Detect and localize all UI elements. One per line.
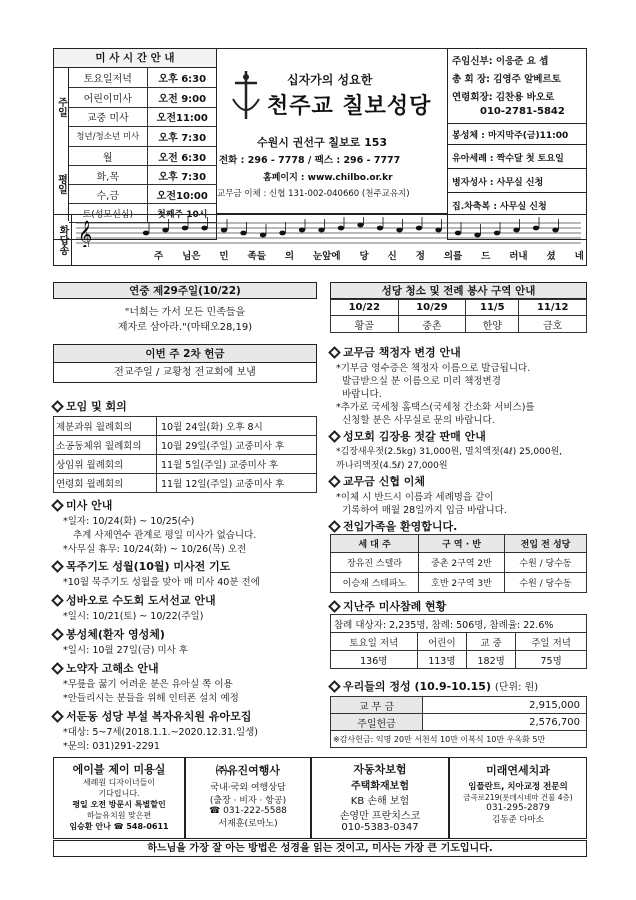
meeting-name: 연령회 월례회의 (54, 474, 157, 493)
mass-name: 월 (69, 147, 147, 166)
mass-time: 오전 6:30 (147, 147, 217, 166)
church-header (217, 48, 447, 214)
church-subtitle: 십자가의 성요한 (287, 73, 373, 87)
lyric-syllable: 셨 (546, 251, 556, 262)
mass-notice-title-text: 미사 안내 (66, 499, 113, 512)
ad-dental (449, 757, 587, 839)
mass-notice-line: *일자: 10/24(화) ~ 10/25(수) (63, 516, 195, 527)
newcomers-table (330, 534, 587, 593)
sunday-label: 주일 (54, 68, 69, 146)
ad-title: 자동차보험 (353, 763, 407, 776)
ad-line: 010-5383-0347 (341, 822, 419, 833)
lyric-syllable: 님은 (182, 251, 201, 262)
mass-time: 오후 7:30 (147, 127, 217, 147)
kimchi-title-text: 성모회 김장용 젓갈 판매 안내 (343, 430, 486, 443)
diamond-bullet-icon (328, 600, 341, 613)
seminary-title-text: 성바오로 수도회 도서선교 안내 (66, 594, 216, 607)
cleaning-date: 10/22 (331, 300, 399, 316)
mass-time: 첫째주 10시 (147, 204, 217, 223)
mass-times-title: 미 사 시 간 안 내 (54, 49, 216, 68)
transfer-title (330, 473, 425, 489)
house-blessing: 집.차축복 : 사무실 신청 (452, 202, 547, 212)
donation-line: *추가로 국세청 홈택스(국세청 간소화 서비스)를 (336, 402, 535, 413)
mass-time: 오전 9:00 (147, 88, 217, 108)
ad-line: 국내·국외 여행상담 (210, 783, 286, 793)
lyric-syllable: 족들 (247, 251, 266, 262)
ad-line: 서재훈(로마노) (218, 819, 278, 829)
music-note (221, 228, 227, 233)
music-note (338, 226, 344, 231)
mass-times-panel (53, 48, 217, 240)
elderly-line: *무릎을 꿇기 어려운 분은 유아실 쪽 이용 (63, 679, 233, 690)
church-name: 천주교 칠보성당 (267, 94, 432, 119)
attendance-value: 136명 (331, 651, 418, 669)
kindergarten-line: *대상: 5~7세(2018.1.1.~2020.12.31.일생) (63, 727, 259, 738)
cleaning-title: 성당 청소 및 전례 봉사 구역 안내 (330, 282, 587, 299)
ad-title: 에이블 제이 미용실 (72, 763, 166, 776)
music-note (416, 226, 422, 231)
lyric-syllable: 정 (415, 251, 425, 262)
anointing-mass-title-text: 봉성체(환자 영성체) (66, 628, 165, 641)
ad-line: KB 손해 보험 (350, 796, 410, 807)
church-address: 수원시 권선구 칠보로 153 (257, 136, 388, 149)
lyric-syllable: 네 (574, 251, 584, 262)
mass-notice-line: *사무실 휴무: 10/24(화) ~ 10/26(목) 오전 (63, 544, 247, 555)
kimchi-title (330, 428, 486, 444)
elderly-title-text: 노약자 고해소 안내 (66, 662, 159, 675)
diamond-bullet-icon (51, 594, 64, 607)
cleaning-area: 한양 (466, 316, 519, 333)
music-note (513, 228, 519, 233)
mass-name: 토(성모신심) (69, 204, 147, 223)
newcomers-header: 세 대 주 (331, 535, 419, 553)
psalm-panel (53, 214, 587, 266)
lyric-syllable: 당 (359, 251, 369, 262)
newcomer-cell: 수원 / 당수동 (505, 573, 587, 593)
newcomers-title-text: 전입가족을 환영합니다. (343, 520, 458, 533)
music-note (182, 226, 188, 231)
music-note (533, 226, 539, 231)
kindergarten-title (53, 708, 251, 724)
contribution-period: (10.9-10.15) (414, 680, 491, 693)
attendance-table (330, 614, 587, 669)
anointing-mass-line: *일시: 10월 27일(금) 미사 후 (63, 645, 189, 656)
attendance-summary: 참례 대상자: 2,235명, 참례: 506명, 참례율: 22.6% (331, 615, 587, 633)
music-note (435, 228, 441, 233)
mass-name: 수,금 (69, 185, 147, 204)
attendance-header: 주일 저녁 (516, 633, 587, 651)
meetings-title-text: 모임 및 회의 (66, 400, 127, 413)
newcomers-header: 구 역 · 반 (419, 535, 505, 553)
meeting-time: 10월 24일(화) 오후 8시 (157, 417, 317, 436)
ad-line: 금곡로219(롯데시네마 건물 4층) (463, 793, 573, 802)
church-homepage: 홈페이지 : www.chilbo.or.kr (263, 173, 393, 183)
music-note (162, 228, 168, 233)
newcomer-cell: 수원 / 당수동 (505, 553, 587, 573)
sunday-mass-table (69, 68, 217, 147)
mass-name: 교중 미사 (69, 107, 147, 127)
meetings-table (53, 416, 317, 493)
lyric-syllable: 드 (481, 251, 491, 262)
newcomer-cell: 이승재 스테파노 (331, 573, 419, 593)
psalm-label: 화답송 (54, 215, 72, 265)
music-note (260, 233, 266, 238)
contribution-title (330, 678, 538, 694)
elderly-line: *안들리시는 분들을 위해 인터폰 설치 예정 (63, 693, 239, 704)
diamond-bullet-icon (328, 475, 341, 488)
attendance-value: 113명 (417, 651, 467, 669)
donation-line: 바랍니다. (342, 389, 382, 400)
diamond-bullet-icon (51, 499, 64, 512)
attendance-title (330, 598, 446, 614)
music-note (552, 228, 558, 233)
meeting-name: 상임위 월례회의 (54, 455, 157, 474)
meeting-time: 10월 29일(주일) 교중미사 후 (157, 436, 317, 455)
ad-line: (출장 · 비자 · 항공) (209, 796, 287, 806)
lyric-syllable: 눈앞에 (312, 251, 341, 262)
elderly-title (53, 660, 159, 676)
mass-name: 청년/청소년 미사 (69, 127, 147, 147)
psalm-lyrics (154, 248, 584, 262)
anointing-mass-title (53, 626, 165, 642)
donation-line: *기부금 영수증은 책정자 이름으로 발급됩니다. (336, 363, 531, 374)
diamond-bullet-icon (51, 400, 64, 413)
diamond-bullet-icon (51, 628, 64, 641)
cleaning-date: 10/29 (398, 300, 466, 316)
ad-title: 미래연세치과 (486, 764, 550, 777)
contribution-amount: 2,915,000 (423, 697, 587, 714)
mass-notice-line: 추계 사제연수 관계로 평일 미사가 없습니다. (73, 530, 257, 541)
mass-name: 어린이미사 (69, 88, 147, 108)
ad-line: 임플란트, 치아교정 전문의 (468, 782, 568, 792)
music-note (377, 226, 383, 231)
mass-time: 오전11:00 (147, 107, 217, 127)
attendance-header: 어린이 (417, 633, 467, 651)
cleaning-date: 11/12 (519, 300, 587, 316)
newcomer-cell: 중촌 2구역 2반 (419, 553, 505, 573)
church-phone: 전화 : 296 - 7778 / 팩스 : 296 - 7777 (219, 155, 401, 166)
diamond-bullet-icon (51, 560, 64, 573)
mass-name: 화,목 (69, 166, 147, 185)
ad-line: 임승환 안나 ☎ 548-0611 (69, 822, 169, 831)
contribution-thanks: ※감사헌금: 익명 20만 서천석 10만 이복식 10만 우옥화 5만 (331, 731, 587, 748)
donation-title (330, 344, 461, 360)
federation-phone: 010-2781-5842 (480, 106, 565, 117)
mass-name: 토요일저녁 (69, 68, 147, 88)
cleaning-area: 중촌 (398, 316, 466, 333)
ad-line: 세례원 디자이너들이 (82, 778, 156, 787)
ad-title: ㈜유진여행사 (215, 764, 281, 777)
lyric-syllable: 의 (284, 251, 295, 262)
ad-line: 기다립니다. (98, 789, 140, 798)
sick-visit: 봉성체 : 마지막주(금)11:00 (448, 123, 586, 145)
mass-time: 오후 6:30 (147, 68, 217, 88)
mass-time: 오전10:00 (147, 185, 217, 204)
diamond-bullet-icon (328, 430, 341, 443)
music-note (474, 233, 480, 238)
donation-line: 신청할 분은 사무실로 문의 바랍니다. (342, 415, 495, 426)
rosary-line: *10월 묵주기도 성월을 맞아 매 미사 40분 전에 (63, 577, 260, 588)
cleaning-table (330, 299, 587, 333)
contribution-title-text: 우리들의 정성 (343, 680, 411, 693)
music-note (357, 223, 363, 228)
kimchi-line: 까나리액젓(4.5ℓ) 27,000원 (336, 461, 448, 471)
staff-panel (447, 48, 587, 240)
music-note (455, 231, 461, 236)
music-note (201, 226, 207, 231)
offering-title: 이번 주 2차 헌금 (53, 344, 317, 363)
contribution-name: 교 무 금 (331, 697, 423, 714)
contribution-amount: 2,576,700 (423, 714, 587, 731)
lyric-syllable: 의를 (443, 251, 463, 262)
contribution-unit: (단위: 원) (494, 682, 539, 693)
cleaning-area: 황골 (331, 316, 399, 333)
ad-line: 손영만 프란치스코 (339, 811, 421, 822)
meeting-time: 11월 12일(주일) 교중미사 후 (157, 474, 317, 493)
baptism: 유아세례 : 짝수달 첫 토요일 (448, 147, 586, 169)
cleaning-area: 금호 (519, 316, 587, 333)
music-note (240, 231, 246, 236)
church-logo-icon (229, 69, 263, 121)
transfer-line: *이체 시 반드시 이름과 세례명을 같이 (336, 492, 494, 503)
ad-travel (185, 757, 311, 839)
mass-time: 오후 7:30 (147, 166, 217, 185)
ad-salon (53, 757, 185, 839)
federation: 연령회장: 김찬용 바오로 (452, 92, 555, 103)
seminary-line: *일시: 10/21(토) ~ 10/22(주일) (63, 611, 204, 622)
diamond-bullet-icon (328, 520, 341, 533)
ad-line: 김동준 다마소 (492, 815, 544, 825)
attendance-value: 75명 (516, 651, 587, 669)
newcomer-cell: 호반 2구역 3반 (419, 573, 505, 593)
transfer-line: 기록하여 매월 28일까지 입금 바랍니다. (342, 505, 507, 516)
newcomers-title (330, 518, 457, 534)
diamond-bullet-icon (51, 710, 64, 723)
church-account: 교무금 이체 : 신협 131-002-040660 (천주교유지) (217, 189, 410, 199)
anointing: 병자성사 : 사무실 신청 (448, 171, 586, 193)
diamond-bullet-icon (328, 346, 341, 359)
contribution-table (330, 696, 587, 748)
ad-line: ☎ 031-222-5588 (209, 806, 287, 816)
mass-notice-title (53, 497, 112, 513)
music-note (494, 231, 500, 236)
newcomer-cell: 장유진 스텔라 (331, 553, 419, 573)
offering-content: 전교주일 / 교황청 전교회에 보냄 (53, 363, 317, 383)
contribution-name: 주일헌금 (331, 714, 423, 731)
rosary-title-text: 목주기도 성월(10월) 미사전 기도 (66, 560, 231, 573)
music-note (143, 231, 149, 236)
meeting-time: 11월 5일(주일) 교중미사 후 (157, 455, 317, 474)
attendance-title-text: 지난주 미사참례 현황 (343, 600, 447, 613)
ad-line: 주택화재보험 (351, 781, 409, 792)
pastor: 주임신부: 이응준 요 셉 (452, 56, 549, 67)
seminary-title (53, 592, 216, 608)
weekday-mass-table (69, 146, 217, 223)
attendance-header: 교 중 (467, 633, 516, 651)
meetings-title (53, 398, 127, 414)
cleaning-date: 11/5 (466, 300, 519, 316)
diamond-bullet-icon (328, 680, 341, 693)
footer-motto: 하느님을 가장 잘 아는 방법은 성경을 읽는 것이고, 미사는 가장 큰 기도입니다. (53, 840, 587, 857)
rosary-title (53, 558, 230, 574)
donation-line: 발급받으실 분 이름으로 미리 책정변경 (342, 376, 501, 387)
president: 총 회 장: 김영주 알베르토 (452, 74, 561, 85)
kindergarten-line: *문의: 031)291-2291 (63, 741, 160, 752)
attendance-header: 토요일 저녁 (331, 633, 418, 651)
music-note (396, 228, 402, 233)
transfer-title-text: 교무금 신협 이체 (343, 475, 426, 488)
music-note (318, 228, 324, 233)
lyric-syllable: 러내 (509, 251, 528, 262)
week-title: 연중 제29주일(10/22) (53, 282, 317, 299)
music-note (279, 231, 285, 236)
verse-line-2: 제자로 삼아라."(마태오28,19) (117, 322, 253, 333)
ad-line: 031-295-2879 (486, 803, 550, 813)
svg-text:𝄞: 𝄞 (78, 220, 93, 247)
meeting-name: 제분과위 월례회의 (54, 417, 157, 436)
weekday-label: 평일 (54, 146, 69, 221)
lyric-syllable: 신 (387, 251, 397, 262)
ad-insurance (311, 757, 449, 839)
kimchi-line: *김장새우젓(2.5kg) 31,000원, 멸치액젓(4ℓ) 25,000원, (336, 447, 563, 457)
meeting-name: 소공동체위 월례회의 (54, 436, 157, 455)
kindergarten-title-text: 서둔동 성당 부설 복자유치원 유아모집 (66, 710, 252, 723)
music-staff (76, 217, 581, 247)
newcomers-header: 전입 전 성당 (505, 535, 587, 553)
attendance-value: 182명 (467, 651, 516, 669)
ad-line: 평일 오전 방문시 특별할인 (72, 800, 166, 809)
ad-line: 하늘유치원 맞은편 (86, 811, 152, 820)
lyric-syllable: 주 (154, 251, 164, 262)
diamond-bullet-icon (51, 662, 64, 675)
lyric-syllable: 민 (219, 251, 229, 262)
music-note (299, 228, 305, 233)
verse-line-1: "너희는 가서 모든 민족들을 (124, 307, 246, 318)
donation-title-text: 교무금 책정자 변경 안내 (343, 346, 461, 359)
